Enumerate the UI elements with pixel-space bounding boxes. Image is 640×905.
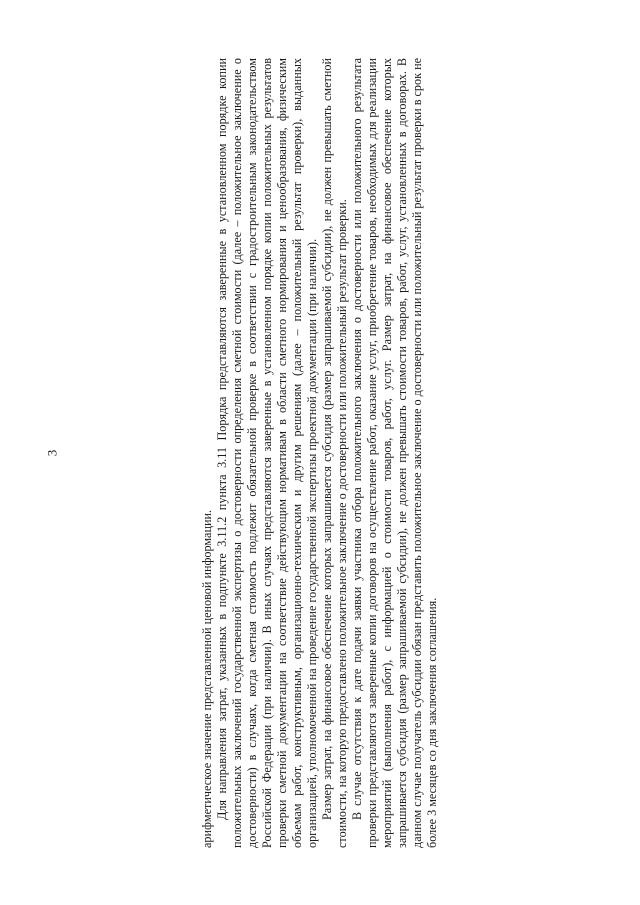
document-body: [200, 58, 440, 848]
paragraph: арифметическое значение представленной ценовой информации.: [200, 509, 214, 848]
paragraph: Для направления затрат, указанных в подпункте 3.11.2 пункта 3.11 Порядка представляются заверенные в установленном порядке копии положительных заключений государственной экспертизы о достоверности определения сметной стоимости (далее – положительное заключение о достоверности) в случаях, когда сметная стоимость подлежит обязательной проверке в соответствии с градостроительным законодательством Российской Федерации (при наличии). В иных случаях представляются заверенные в установленном порядке копии положительных результатов проверки сметной документации на соответствие действующим нормативам в области сметного нормирования и ценообразования, физическим объемам работ, конструктивным, организационно-техническим и другим решениям (далее – положительный результат проверки), выданных организацией, уполномоченной на проведение государственной экспертизы проектной документации (при наличии).: [215, 58, 319, 848]
paragraph: В случае отсутствия к дате подачи заявки участника отбора положительного заключения о достоверности или положительного результата проверки представляются заверенные копии договоров на осуществление работ, оказание услуг, приобретение товаров, необходимых для реализации мероприятий (выполнения работ), с информацией о стоимости товаров, работ, услуг. Размер затрат, на финансовое обеспечение которых запрашивается субсидия (размер запрашиваемой субсидии), не должен превышать стоимости товаров, работ, услуг, установленных в договорах. В данном случае получатель субсидии обязан представить положительное заключение о достоверности или положительный результат проверки в срок не более 3 месяцев со дня заключения соглашения.: [350, 58, 439, 848]
page-number: 3: [44, 449, 60, 457]
paragraph: Размер затрат, на финансовое обеспечение которых запрашивается субсидия (размер запрашиваемой субсидии), не должен превышать сметной стоимости, на которую предоставлено положительное заключение о достоверности или положительный результат проверки.: [320, 58, 349, 848]
